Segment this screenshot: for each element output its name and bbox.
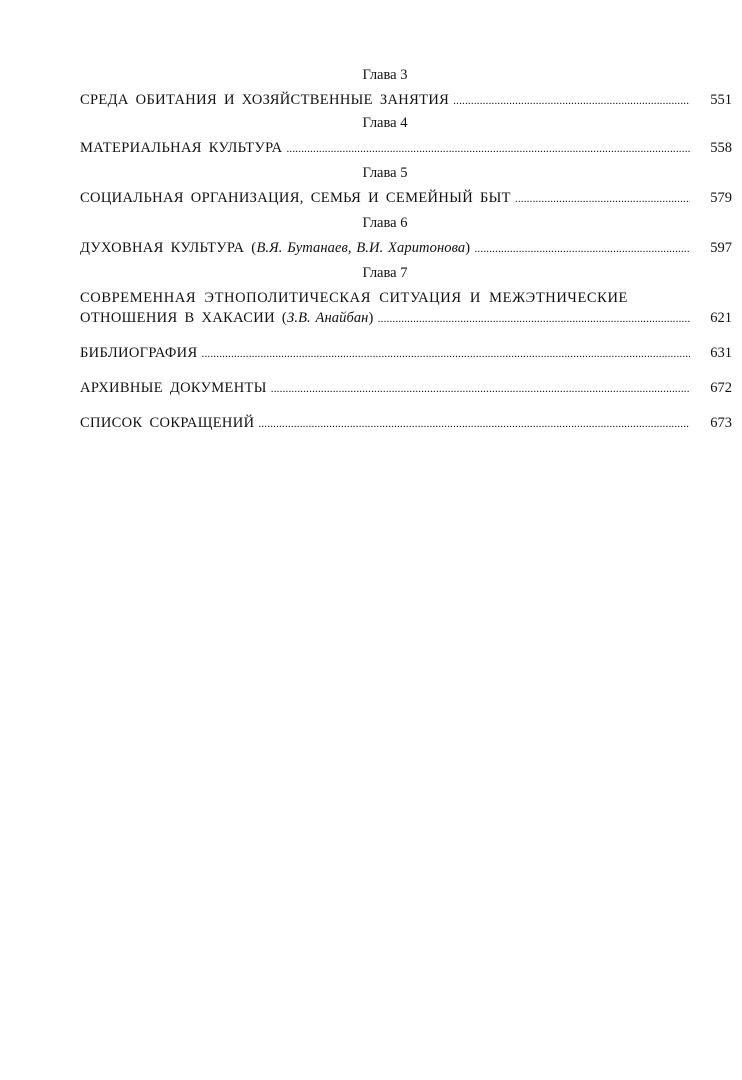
toc-entry-title: АРХИВНЫЕ ДОКУМЕНТЫ [80,380,267,396]
toc-entry-abbreviations[interactable] [80,413,732,433]
toc-entry-title: МАТЕРИАЛЬНАЯ КУЛЬТУРА [80,140,283,156]
dot-leader [453,90,690,110]
page-number: 579 [710,190,732,206]
toc-entry-chapter-3[interactable] [80,90,732,110]
author-names: В.Я. Бутанаев, В.И. Харитонова [256,240,466,256]
author-names: З.В. Анайбан [287,310,369,326]
page-number: 672 [710,380,732,396]
toc-entry-chapter-4[interactable] [80,138,732,158]
dot-leader [271,378,690,398]
page-number: 673 [710,415,732,431]
dot-leader [258,413,690,433]
toc-entry-title: СПИСОК СОКРАЩЕНИЙ [80,415,255,431]
dot-leader [202,343,691,363]
toc-entry-title-line-1: СОВРЕМЕННАЯ ЭТНОПОЛИТИЧЕСКАЯ СИТУАЦИЯ И МЕЖЭТНИЧЕСКИЕ [80,290,628,306]
table-of-contents [80,66,732,433]
toc-entry-title: СРЕДА ОБИТАНИЯ И ХОЗЯЙСТВЕННЫЕ ЗАНЯТИЯ [80,92,450,108]
dot-leader [515,188,690,208]
dot-leader [474,238,690,258]
page-number: 558 [710,140,732,156]
toc-entry-title: ОТНОШЕНИЯ В ХАКАСИИ (З.В. Анайбан) [80,310,374,326]
page-number: 631 [710,345,732,361]
dot-leader [286,138,690,158]
toc-entry-archives[interactable] [80,378,732,398]
chapter-3-heading: Глава 3 [362,67,408,83]
page-number: 621 [710,310,732,326]
chapter-7-heading: Глава 7 [362,265,408,281]
page-number: 551 [710,92,732,108]
dot-leader [378,308,690,328]
chapter-4-heading: Глава 4 [362,115,408,131]
toc-entry-chapter-7[interactable] [80,288,732,328]
toc-entry-title: СОЦИАЛЬНАЯ ОРГАНИЗАЦИЯ, СЕМЬЯ И СЕМЕЙНЫЙ БЫТ [80,190,511,206]
toc-entry-title: ДУХОВНАЯ КУЛЬТУРА (В.Я. Бутанаев, В.И. Харитонова) [80,240,471,256]
toc-entry-bibliography[interactable] [80,343,732,363]
page-number: 597 [710,240,732,256]
toc-entry-chapter-6[interactable] [80,238,732,258]
toc-entry-chapter-5[interactable] [80,188,732,208]
chapter-6-heading: Глава 6 [362,215,408,231]
toc-entry-title: БИБЛИОГРАФИЯ [80,345,198,361]
chapter-5-heading: Глава 5 [362,165,408,181]
